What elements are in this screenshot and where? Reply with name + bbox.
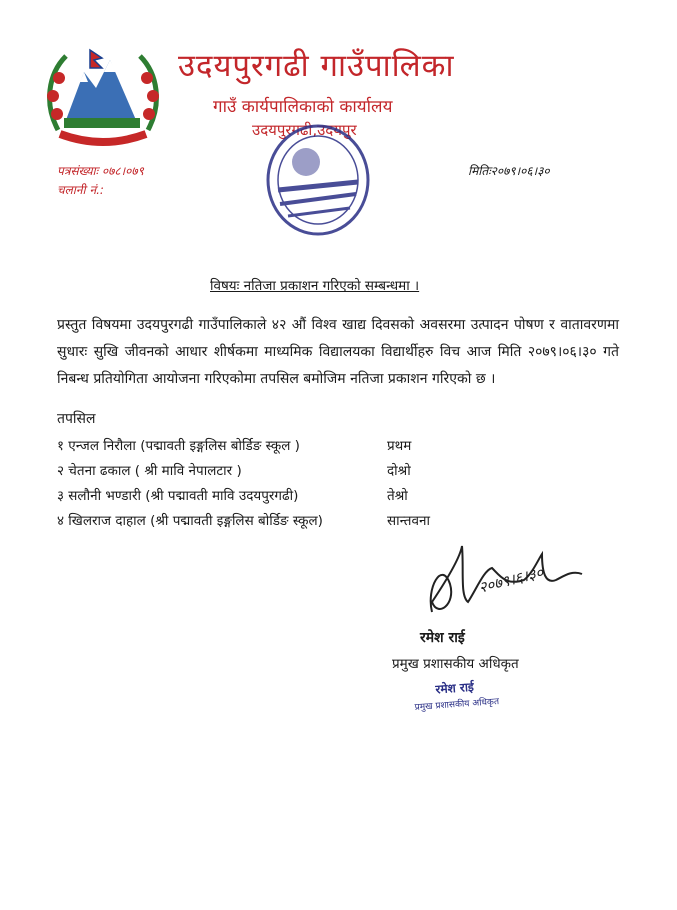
result-entry: १ एन्जल निरौला (पद्मावती इङ्गलिस बोर्डिङ स्कूल ) — [57, 438, 300, 454]
result-position: सान्तवना — [387, 513, 430, 529]
letter-date: मितिः२०७९।०६।३० — [468, 164, 550, 178]
subject-line: विषयः नतिजा प्रकाशन गरिएको सम्बन्धमा । — [210, 278, 420, 294]
office-name: उदयपुरगढी गाउँपालिका — [178, 48, 455, 84]
dispatch-number: चलानी नं.: — [57, 183, 104, 197]
signature-date: २०७९।६।३० — [476, 563, 546, 597]
result-row — [57, 436, 412, 454]
result-entry: ३ सलौनी भण्डारी (श्री पद्मावती मावि उदयपुरगढी) — [57, 488, 299, 504]
result-entry: २ चेतना ढकाल ( श्री मावि नेपालटार ) — [57, 463, 242, 479]
name-stamp — [409, 674, 533, 716]
signatory-designation: प्रमुख प्रशासकीय अधिकृत — [392, 656, 519, 672]
result-entry: ४ खिलराज दाहाल (श्री पद्मावती इङ्गलिस बोर्डिङ स्कूल) — [57, 513, 323, 529]
result-row — [57, 511, 430, 529]
office-subtitle: गाउँ कार्यपालिकाको कार्यालय — [213, 97, 393, 117]
name-stamp-designation: प्रमुख प्रशासकीय अधिकृत — [414, 697, 500, 713]
result-position: प्रथम — [387, 438, 412, 454]
list-heading: तपसिल — [57, 411, 96, 427]
result-position: दोश्रो — [387, 463, 411, 479]
result-position: तेश्रो — [387, 488, 408, 504]
body-paragraph: प्रस्तुत विषयमा उदयपुरगढी गाउँपालिकाले ४२ औं विश्व खाद्य दिवसको अवसरमा उत्पादन पोषण र वातावरणमा सुधारः सुखि जीवनको आधार शीर्षकमा माध्यमिक विद्यालयका विद्यार्थीहरु विच आज मिति २०७९।०६।३० गते निबन्ध प्रतियोगिता आयोजना गरिएकोमा तपसिल बमोजिम नतिजा प्रकाशन गरिएको छ । — [57, 317, 619, 387]
result-row — [57, 486, 408, 504]
office-seal-icon — [262, 120, 374, 240]
reference-number: पत्रसंख्याः ०७८।०७९ — [57, 164, 144, 178]
nepal-emblem-icon — [44, 38, 162, 150]
office-address: उदयपुरगढी,उदयपुर — [252, 121, 357, 139]
name-stamp-name: रमेश राई — [435, 679, 475, 697]
signatory-name: रमेश राई — [420, 630, 465, 646]
result-row — [57, 461, 411, 479]
reference-block — [57, 162, 144, 200]
